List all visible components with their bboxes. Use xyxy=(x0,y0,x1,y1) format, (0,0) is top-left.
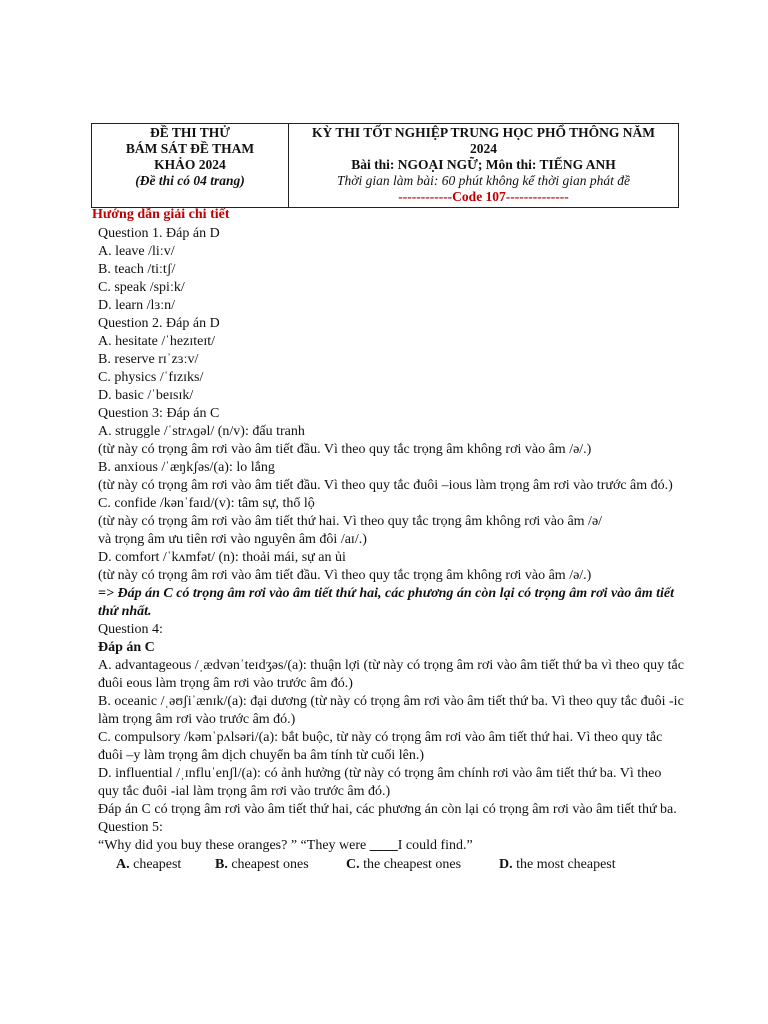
header-right-line2: 2024 xyxy=(470,141,497,156)
q2-option-d: D. basic /ˈbeɪsɪk/ xyxy=(98,388,194,403)
q5-option-d-letter: D. xyxy=(499,857,513,872)
q3-heading: Question 3: Đáp án C xyxy=(98,406,220,421)
q2-option-b: B. reserve rɪˈzɜːv/ xyxy=(98,352,199,367)
q1-option-c: C. speak /spiːk/ xyxy=(98,280,185,295)
header-left-line3: KHẢO 2024 xyxy=(154,157,226,172)
q1-option-b: B. teach /tiːtʃ/ xyxy=(98,262,176,277)
q4-option-d: D. influential /ˌɪnfluˈenʃl/(a): có ảnh hưởng (từ này có trọng âm chính rơi vào âm tiết thứ ba. Vì theo quy tắc đuôi -ial làm trọng âm rơi vào trước âm đó.) xyxy=(98,766,662,799)
header-left-line4: (Đề thi có 04 trang) xyxy=(135,173,245,188)
q5-prompt xyxy=(98,837,684,855)
q5-option-a xyxy=(116,856,215,874)
q2-option-a: A. hesitate /ˈhezɪteɪt/ xyxy=(98,334,216,349)
q5-option-c xyxy=(346,856,499,874)
q5-option-b xyxy=(215,856,346,874)
q2-heading: Question 2. Đáp án D xyxy=(98,316,220,331)
q5-blank: ____ xyxy=(369,838,398,853)
header-left-line1: ĐỀ THI THỬ xyxy=(149,125,231,140)
q2-option-c: C. physics /ˈfɪzɪks/ xyxy=(98,370,204,385)
header-left-line2: BÁM SÁT ĐỀ THAM xyxy=(125,141,255,156)
exam-code: ------------Code 107-------------- xyxy=(398,189,569,204)
q4-heading: Question 4: xyxy=(98,622,163,637)
header-right-line4: Thời gian làm bài: 60 phút không kể thời gian phát đề xyxy=(336,173,630,188)
q1-option-d: D. learn /lɜːn/ xyxy=(98,298,176,313)
q5-option-d xyxy=(499,856,659,874)
q5-option-c-text: the cheapest ones xyxy=(359,857,462,872)
q5-heading: Question 5: xyxy=(98,820,163,835)
q4-option-c: C. compulsory /kəmˈpʌlsəri/(a): bắt buộc, từ này có trọng âm rơi vào âm tiết thứ hai. Vì theo quy tắc đuôi –y làm trọng âm dịch chuyển ba âm tính từ cuối lên.) xyxy=(98,730,663,763)
q3-option-c: C. confide /kənˈfaɪd/(v): tâm sự, thổ lộ xyxy=(98,496,315,511)
q1-heading: Question 1. Đáp án D xyxy=(98,226,220,241)
q1-option-a: A. leave /liːv/ xyxy=(98,244,175,259)
q3-option-b: B. anxious /ˈæŋkʃəs/(a): lo lắng xyxy=(98,460,275,475)
q5-option-d-text: the most cheapest xyxy=(512,857,616,872)
q4-option-b: B. oceanic /ˌəʊʃiˈænɪk/(a): đại dương (từ này có trọng âm rơi vào âm tiết thứ ba. Vì theo quy tắc đuôi -ic làm trọng âm rơi vào trước âm đó.) xyxy=(98,694,684,727)
q3-explanation-c-2: và trọng âm ưu tiên rơi vào nguyên âm đôi /aɪ/.) xyxy=(98,532,367,547)
q5-prompt-before: “Why did you buy these oranges? ” “They were xyxy=(98,838,370,853)
exam-header-left xyxy=(92,124,289,208)
header-right-line1: KỲ THI TỐT NGHIỆP TRUNG HỌC PHỔ THÔNG NĂM xyxy=(311,125,656,140)
q5-prompt-after: I could find.” xyxy=(397,838,473,853)
q3-explanation-b: (từ này có trọng âm rơi vào âm tiết đầu. Vì theo quy tắc đuôi –ious làm trọng âm rơi vào trước âm đó.) xyxy=(98,478,673,493)
q4-option-a: A. advantageous /ˌædvənˈteɪdʒəs/(a): thuận lợi (từ này có trọng âm rơi vào âm tiết thứ ba vì theo quy tắc đuôi eous làm trọng âm rơi vào trước âm đó.) xyxy=(98,658,684,691)
q3-option-d: D. comfort /ˈkʌmfət/ (n): thoải mái, sự an ủi xyxy=(98,550,346,565)
answer-body xyxy=(98,225,684,874)
q5-option-b-letter: B. xyxy=(215,857,228,872)
exam-header-right xyxy=(289,124,679,208)
q4-answer: Đáp án C xyxy=(98,640,155,655)
exam-header-table xyxy=(91,123,679,208)
q5-option-c-letter: C. xyxy=(346,857,360,872)
q3-explanation-a: (từ này có trọng âm rơi vào âm tiết đầu. Vì theo quy tắc trọng âm không rơi vào âm /ə/.) xyxy=(98,442,592,457)
q5-options xyxy=(116,856,684,874)
q4-conclusion: Đáp án C có trọng âm rơi vào âm tiết thứ hai, các phương án còn lại có trọng âm rơi vào âm tiết thứ ba. xyxy=(98,802,677,817)
q3-conclusion: => Đáp án C có trọng âm rơi vào âm tiết thứ hai, các phương án còn lại có trọng âm rơi vào âm tiết thứ nhất. xyxy=(98,586,675,619)
q3-explanation-d: (từ này có trọng âm rơi vào âm tiết đầu. Vì theo quy tắc trọng âm không rơi vào âm /ə/.) xyxy=(98,568,592,583)
header-right-line3: Bài thi: NGOẠI NGỮ; Môn thi: TIẾNG ANH xyxy=(351,157,616,172)
q5-option-b-text: cheapest ones xyxy=(227,857,309,872)
guide-title: Hướng dẫn giải chi tiết xyxy=(92,207,230,222)
q5-option-a-letter: A. xyxy=(116,857,130,872)
q3-option-a: A. struggle /ˈstrʌɡəl/ (n/v): đấu tranh xyxy=(98,424,305,439)
q3-explanation-c-1: (từ này có trọng âm rơi vào âm tiết thứ hai. Vì theo quy tắc trọng âm không rơi vào âm /ə/ xyxy=(98,514,603,529)
q5-option-a-text: cheapest xyxy=(129,857,182,872)
